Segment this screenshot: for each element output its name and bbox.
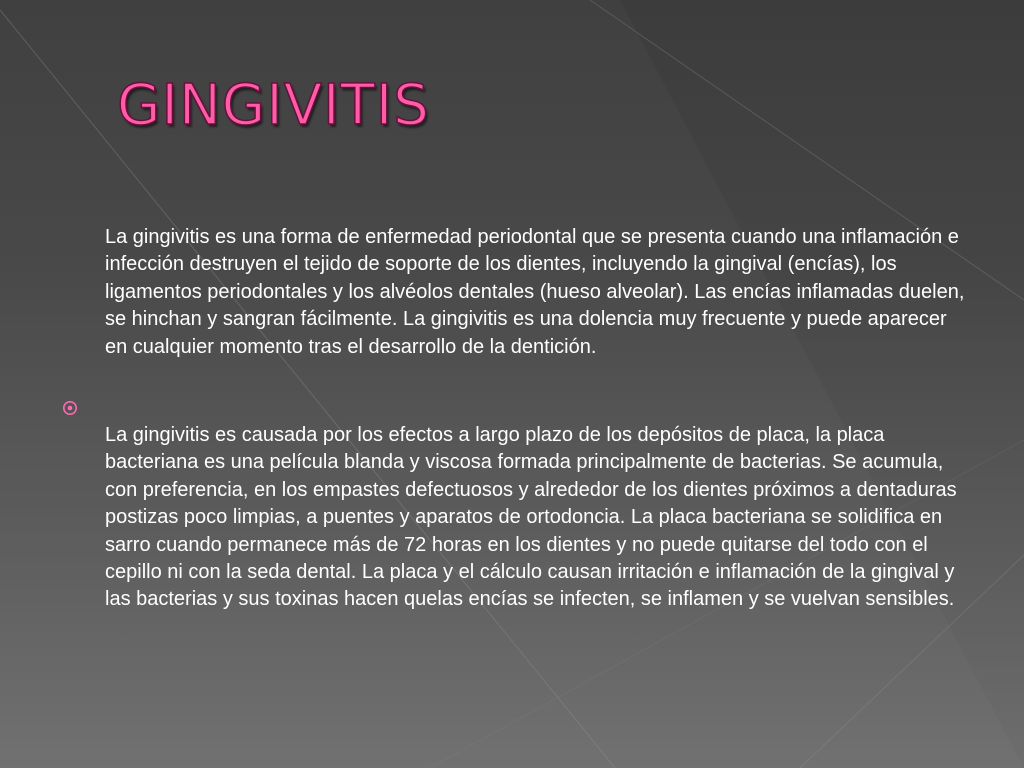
slide-title: GINGIVITIS [117,73,430,138]
paragraph-definition: La gingivitis es una forma de enfermedad periodontal que se presenta cuando una inflamación e infección destruyen el tejido de soporte de los dientes, incluyendo la gingival (encías), los ligamentos periodontales y los alvéolos dentales (hueso alveolar). Las encías inflamadas duelen, se hinchan y sangran fácilmente. La gingivitis es una dolencia muy frecuente y puede aparecer en cualquier momento tras el desarrollo de la dentición. [105,226,965,358]
paragraph-causes: La gingivitis es causada por los efectos a largo plazo de los depósitos de placa, la placa bacteriana es una película blanda y viscosa formada principalmente de bacterias. Se acumula, con preferencia, en los empastes defectuosos y alrededor de los dientes próximos a dentaduras postizas poco limpias, a puentes y aparatos de ortodoncia. La placa bacteriana se solidifica en sarro cuando permanece más de 72 horas en los dientes y no puede quitarse del todo con el cepillo ni con la seda dental. La placa y el cálculo causan irritación e inflamación de la gingival y las bacterias y sus toxinas hacen quelas encías se infecten, se inflamen y se vuelvan sensibles. [105,424,957,611]
circled-dot-bullet-icon [62,400,78,416]
